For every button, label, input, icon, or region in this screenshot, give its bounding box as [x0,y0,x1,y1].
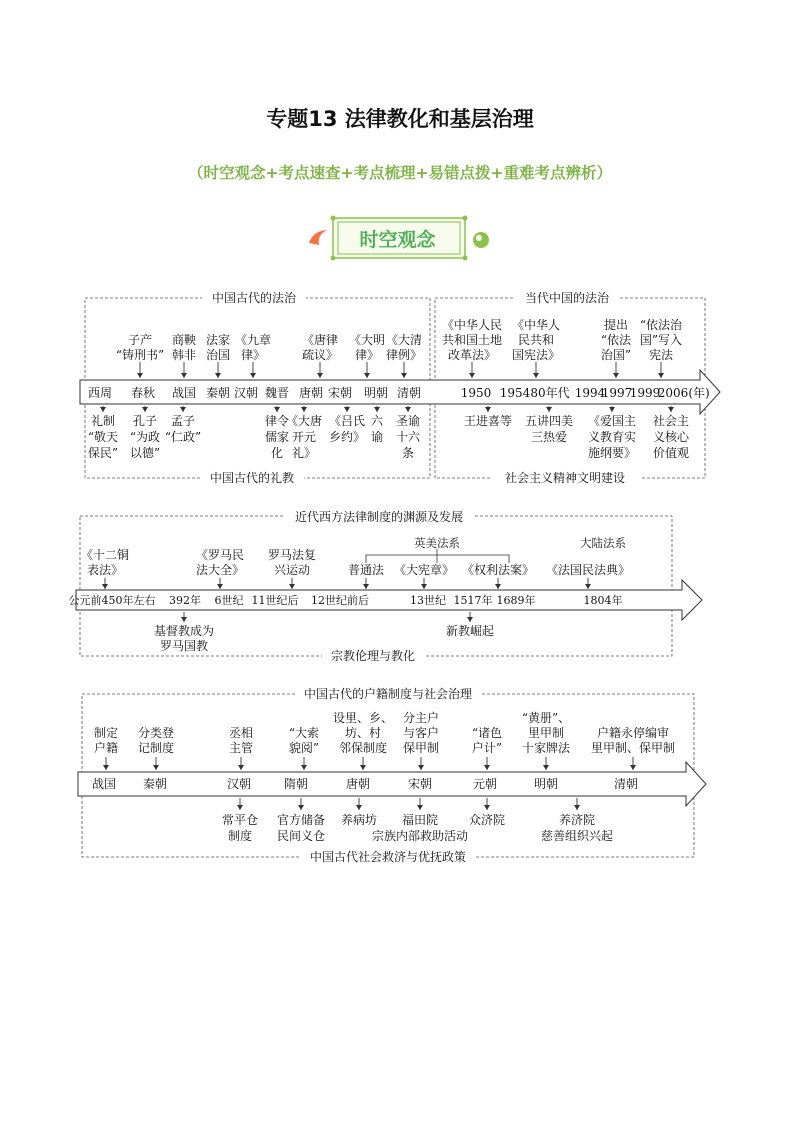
event-arrow-head [658,373,664,378]
event-label: 普通法 [347,563,385,577]
event-label: 五讲四美 [524,414,574,428]
event-arrow-head [301,765,307,770]
label-ancient-law: 中国古代的法治 [211,291,297,305]
axis-tick-label: 11世纪后 [251,594,299,607]
axis-tick-label: 春秋 [130,386,156,400]
event-arrow-head [215,373,221,378]
event-label: 国宪法》 [511,348,561,362]
event-arrow-head [374,407,380,412]
event-label: “为政 [129,430,161,444]
event-arrow-head [181,617,187,622]
event-label: 民共和 [517,333,555,347]
section-household-registration [78,686,706,865]
event-label: 众济院 [468,813,506,827]
axis-tick-label: 392年 [169,594,201,607]
event-arrow-head [533,373,539,378]
event-label: “铸刑书” [115,348,165,362]
event-label: “黄册”、 [521,711,571,725]
axis-tick-label: 元朝 [472,777,498,791]
event-label: 提出 [603,318,629,332]
event-label: 宗族内部救助活动 [371,829,469,843]
event-label: 子产 [127,333,153,347]
event-arrow-head [238,765,244,770]
event-label: 《十二铜 [80,548,130,562]
event-label: 《权利法案》 [461,563,535,577]
event-arrow-head [301,407,307,412]
event-label: 《九章 [234,333,272,347]
event-label: 《大清 [385,333,423,347]
event-label: 兴运动 [273,563,311,577]
label-common-law-system: 英美法系 [414,536,460,550]
axis-tick-label: 1689年 [496,594,536,607]
event-arrow-head [417,805,423,810]
event-arrow-head [574,805,580,810]
event-label: 儒家 [264,430,290,444]
anglo-bracket [366,549,509,563]
event-arrow-head [484,805,490,810]
event-label: 分类登 [137,726,175,740]
event-arrow-head [103,765,109,770]
event-label: 《大宪章》 [393,563,455,577]
event-label: “仁政” [164,430,202,444]
event-arrow-head [484,765,490,770]
event-label: 义核心 [652,430,690,444]
event-label: 户籍 [93,741,119,755]
axis-tick-label: 80年代 [530,386,570,400]
event-label: 民间义仓 [276,829,326,843]
label-western-law: 近代西方法律制度的渊源及发展 [294,510,464,524]
event-label: 条 [401,446,415,460]
event-label: 孔子 [132,414,158,428]
event-label: 养济院 [558,813,596,827]
event-label: 《爱国主 [587,414,637,428]
axis-tick-label: 秦朝 [142,777,168,791]
event-label: 《吕氏 [328,414,366,428]
event-label: 坊、村 [344,726,382,740]
event-arrow-head [585,584,591,589]
event-arrow-head [142,407,148,412]
event-label: 罗马国教 [159,639,209,653]
event-label: “敬天 [87,430,119,444]
event-label: 《中华人 [511,318,561,332]
event-arrow-head [467,617,473,622]
event-arrow-head [469,373,475,378]
event-label: 《大唐 [285,414,323,428]
badge-label: 时空观念 [359,229,436,251]
label-religion-ethics: 宗教伦理与教化 [330,649,416,663]
axis-tick-label: 宋朝 [407,777,433,791]
event-label: 义教育实 [587,430,637,444]
axis-tick-label: 秦朝 [205,386,231,400]
event-label: 制定 [93,726,119,740]
event-arrow-head [237,805,243,810]
event-label: 记制度 [137,741,175,755]
event-arrow-head [180,407,186,412]
event-label: “依法 [600,333,632,347]
event-label: 三热爱 [530,430,568,444]
event-label: “诸色 [471,726,503,740]
event-label: 改革法》 [447,348,497,362]
event-label: 法家 [205,333,231,347]
event-arrow-head [153,765,159,770]
event-label: 共和国土地 [441,333,503,347]
event-label: 开元 [291,430,317,444]
axis-tick-label: 西周 [87,386,113,400]
event-label: 官方储备 [276,813,326,827]
event-arrow-head [613,373,619,378]
event-label: 邻保制度 [338,741,388,755]
event-label: 圣谕 [395,414,421,428]
event-label: 主管 [228,741,254,755]
event-arrow-head [401,373,407,378]
axis-tick-label: 13世纪 [410,594,446,607]
event-arrow-head [217,584,223,589]
event-label: 律令 [264,414,290,428]
event-label: 商鞅 [171,333,197,347]
axis-tick-label: 清朝 [396,386,422,400]
event-arrow-head [317,373,323,378]
event-label: 表法》 [86,563,124,577]
event-label: 治国” [600,348,632,362]
event-label: 保民” [87,446,119,460]
axis-tick-label: 2006 [657,386,689,400]
event-arrow-head [298,805,304,810]
event-arrow-head [630,765,636,770]
axis-tick-label: 明朝 [363,386,389,400]
event-arrow-head [364,373,370,378]
event-label: 基督教成为 [153,624,215,638]
axis-tick-label: 宋朝 [327,386,353,400]
page-title: 专题13 法律教化和基层治理 [266,107,534,131]
axis-tick-label: 1954 [499,386,531,400]
event-label: 户计” [471,741,503,755]
event-label: 十六 [395,430,421,444]
event-label: 律》 [240,348,266,362]
event-label: 里甲制、保甲制 [590,741,676,755]
axis-tick-label: 战国 [91,777,117,791]
axis-tick-label: 1517年 [453,594,493,607]
event-label: 律》 [354,348,380,362]
event-label: 国”写入 [639,333,683,347]
event-label: 常平仓 [221,813,259,827]
event-label: 《唐律 [301,333,339,347]
event-label: 《中华人民 [441,318,503,332]
event-label: 福田院 [401,813,439,827]
event-label: 罗马法复 [267,548,317,562]
axis-tick-label: 1999 [629,386,661,400]
event-label: 貌阅” [288,741,320,755]
event-label: 《大明 [348,333,386,347]
axis-tick-label: 汉朝 [233,386,259,400]
event-label: 治国 [205,348,231,362]
event-label: 乡约》 [328,430,366,444]
event-arrow-head [137,373,143,378]
event-arrow-head [360,765,366,770]
event-arrow-head [495,584,501,589]
event-label: 谕 [370,430,384,444]
page-subtitle: （时空观念+考点速查+考点梳理+易错点拨+重难考点辨析） [188,164,612,182]
event-label: 《法国民法典》 [545,563,631,577]
axis-tick-label: 唐朝 [345,777,371,791]
label-household-registration: 中国古代的户籍制度与社会治理 [303,687,473,701]
event-label: 孟子 [170,414,196,428]
event-arrow-head [181,373,187,378]
event-arrow-head [546,407,552,412]
event-arrow-head [100,407,106,412]
event-arrow-head [543,765,549,770]
event-label: 《罗马民 [195,548,245,562]
event-arrow-head [289,584,295,589]
axis-tick-label: 战国 [171,386,197,400]
event-label: 礼制 [90,414,116,428]
axis-tick-label: 公元前450年左右 [68,594,156,607]
axis-tick-label: 明朝 [533,777,559,791]
section-western-law [69,508,703,664]
event-label: 化 [270,446,284,460]
event-label: 以德” [129,446,161,460]
event-label: 王进喜等 [463,414,513,428]
event-label: 律例》 [385,348,423,362]
axis-tick-label: 12世纪前后 [311,594,369,607]
event-label: 价值观 [652,446,690,460]
axis-tick-label: 汉朝 [226,777,252,791]
axis-tick-label: 魏晋 [264,386,290,400]
axis-tick-label: 1804年 [583,594,623,607]
axis-tick-label: 1950 [460,386,492,400]
axis-tick-label: 清朝 [613,777,639,791]
event-arrow-head [668,407,674,412]
event-label: 户籍永停编审 [596,726,670,740]
event-arrow-head [250,373,256,378]
event-label: 疏议》 [301,348,339,362]
axis-tick-label: 1997 [601,386,633,400]
event-arrow-head [421,584,427,589]
event-label: “大索 [288,726,320,740]
event-label: 十家牌法 [521,741,571,755]
event-arrow-head [609,407,615,412]
event-label: 养病坊 [340,813,378,827]
event-arrow-head [344,407,350,412]
label-spiritual-civilization: 社会主义精神文明建设 [504,471,626,485]
event-label: 保甲制 [402,741,440,755]
event-label: 施纲要》 [587,446,637,460]
event-label: “依法治 [639,318,683,332]
label-modern-law: 当代中国的法治 [524,291,610,305]
event-label: 制度 [227,829,253,843]
label-ancient-rites: 中国古代的礼教 [209,471,295,485]
axis-tick-label: (年) [688,386,710,400]
timeline-arrow-3 [78,762,706,806]
axis-tick-label: 隋朝 [283,777,309,791]
event-arrow-head [485,407,491,412]
event-label: 里甲制 [527,726,565,740]
axis-tick-label: 唐朝 [298,386,324,400]
event-label: 法大全》 [195,563,245,577]
event-label: 设里、乡、 [332,711,394,725]
event-label: 礼》 [291,446,317,460]
event-arrow-head [102,584,108,589]
event-arrow-head [356,805,362,810]
event-arrow-head [363,584,369,589]
label-civil-law-system: 大陆法系 [580,536,626,550]
event-label: 韩非 [171,348,197,362]
event-label: 六 [370,414,384,428]
label-social-relief: 中国古代社会救济与优抚政策 [309,850,467,864]
section-law-timeline [80,290,720,486]
event-arrow-head [418,765,424,770]
axis-tick-label: 1994 [574,386,606,400]
event-label: 慈善组织兴起 [540,829,614,843]
event-label: 与客户 [402,726,440,740]
event-label: 新教崛起 [445,624,495,638]
event-label: 丞相 [228,726,254,740]
event-label: 宪法 [648,348,674,362]
event-label: 社会主 [652,414,690,428]
event-arrow-head [405,407,411,412]
event-label: 分主户 [402,711,440,725]
event-arrow-head [274,407,280,412]
axis-tick-label: 6世纪 [214,594,244,607]
